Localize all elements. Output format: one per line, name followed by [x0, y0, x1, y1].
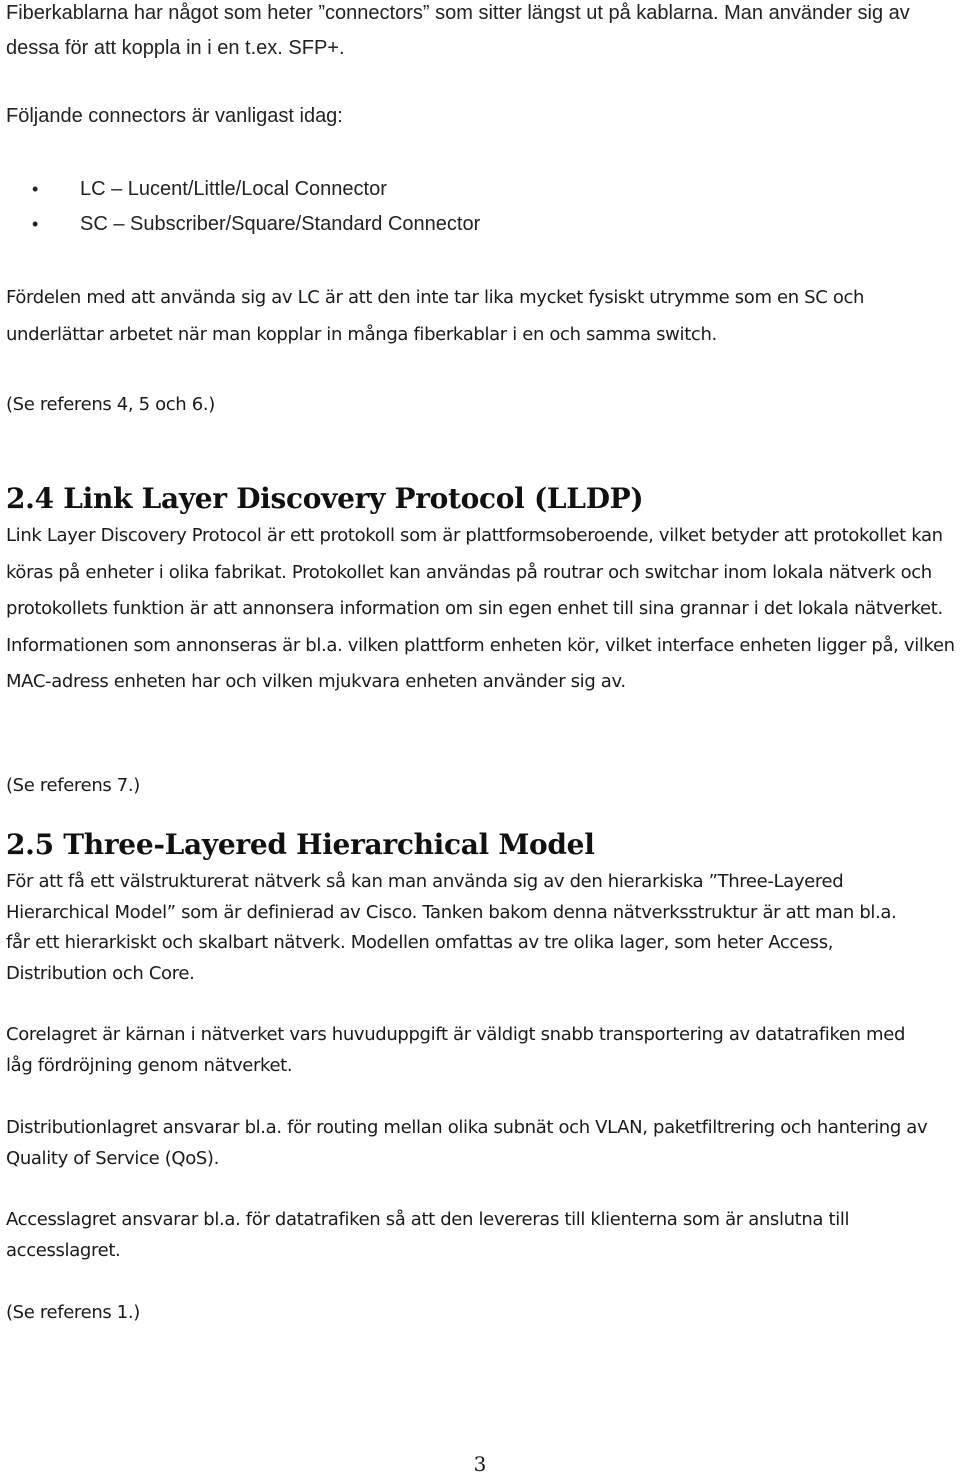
distribution-layer-paragraph: Distributionlagret ansvarar bl.a. för routing mellan olika subnät och VLAN, paketfiltrering och hantering av Quality of Service (QoS). [6, 1117, 928, 1169]
lldp-paragraph: Link Layer Discovery Protocol är ett protokoll som är plattformsoberoende, vilket betyder att protokollet kan köras på enheter i olika fabrikat. Protokollet kan användas på routrar och switchar inom lokala nätverk och protokollets funktion är att annonsera information om sin egen enhet till sina grannar i det lokala nätverket. Informationen som annonseras är bl.a. vilken plattform enheten kör, vilket interface enheten ligger på, vilken MAC-adress enheten har och vilken mjukvara enheten använder sig av. [6, 525, 955, 692]
bullet-icon: • [32, 179, 39, 199]
reference-note: (Se referens 4, 5 och 6.) [6, 394, 215, 415]
intro-paragraph: Fiberkablarna har något som heter ”connectors” som sitter längst ut på kablarna. Man använder sig av dessa för att koppla in i en t.ex. SFP+. [6, 2, 910, 59]
section-heading-model: 2.5 Three-Layered Hierarchical Model [6, 828, 595, 861]
reference-note: (Se referens 1.) [6, 1302, 140, 1323]
bullet-icon: • [32, 214, 39, 234]
list-item-label: SC – Subscriber/Square/Standard Connector [80, 213, 481, 235]
list-item [6, 172, 480, 207]
connector-list [6, 172, 480, 242]
core-layer-paragraph: Corelagret är kärnan i nätverket vars huvuduppgift är väldigt snabb transportering av datatrafiken med låg fördröjning genom nätverket. [6, 1024, 906, 1076]
list-item [6, 207, 480, 242]
connectors-lead: Följande connectors är vanligast idag: [6, 105, 343, 127]
model-intro-paragraph: För att få ett välstrukturerat nätverk så kan man använda sig av den hierarkiska ”Three-Layered Hierarchical Model” som är definierad av Cisco. Tanken bakom denna nätverksstruktur är att man bl.a. får ett hierarkiskt och skalbart nätverk. Modellen omfattas av tre olika lager, som heter Access, Distribution och Core. [6, 871, 897, 984]
lc-advantage-paragraph: Fördelen med att använda sig av LC är att den inte tar lika mycket fysiskt utrymme som en SC och underlättar arbetet när man kopplar in många fiberkablar i en och samma switch. [6, 287, 865, 345]
list-item-label: LC – Lucent/Little/Local Connector [80, 178, 387, 200]
reference-note: (Se referens 7.) [6, 775, 140, 796]
page-number: 3 [473, 1452, 487, 1476]
access-layer-paragraph: Accesslagret ansvarar bl.a. för datatrafiken så att den levereras till klienterna som är anslutna till accesslagret. [6, 1209, 850, 1261]
section-heading-lldp: 2.4 Link Layer Discovery Protocol (LLDP) [6, 482, 644, 515]
